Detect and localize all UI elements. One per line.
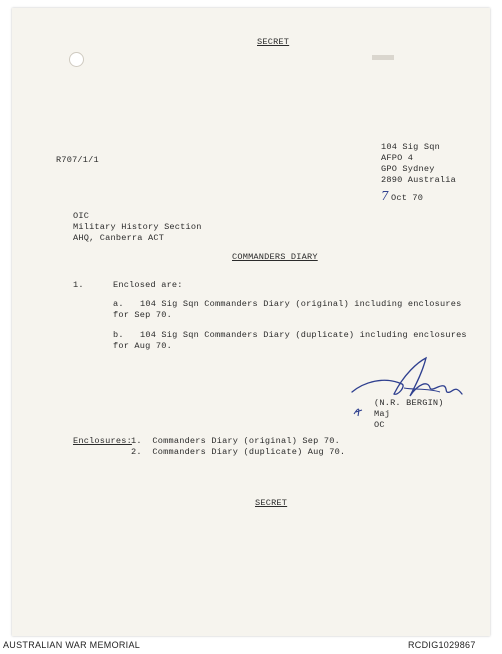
- item-line: 104 Sig Sqn Commanders Diary (original) including enclosures: [140, 299, 462, 309]
- item-line: 104 Sig Sqn Commanders Diary (duplicate) including enclosures: [140, 330, 467, 340]
- paragraph-text: Enclosed are:: [113, 280, 183, 290]
- item-letter: b.: [113, 330, 124, 340]
- enclosures-label: Enclosures:: [73, 436, 132, 446]
- enclosure-line: 1. Commanders Diary (original) Sep 70.: [131, 436, 340, 446]
- signatory-name: (N.R. BERGIN): [374, 398, 444, 408]
- document-page: [12, 8, 490, 636]
- footer-archive-name: AUSTRALIAN WAR MEMORIAL: [3, 640, 141, 650]
- signature: [344, 354, 472, 420]
- signatory-appointment: OC: [374, 420, 385, 430]
- classification-top: SECRET: [257, 37, 290, 47]
- sender-address-line: 104 Sig Sqn: [381, 142, 440, 152]
- recipient-line: AHQ, Canberra ACT: [73, 233, 165, 243]
- paragraph-number: 1.: [73, 280, 84, 290]
- sender-address-line: AFPO 4: [381, 153, 414, 163]
- sender-address-line: 2890 Australia: [381, 175, 456, 185]
- file-reference: R707/1/1: [56, 155, 99, 165]
- item-line: for Sep 70.: [113, 310, 172, 320]
- date-text: Oct 70: [391, 193, 424, 203]
- sender-address-line: GPO Sydney: [381, 164, 435, 174]
- enclosure-line: 2. Commanders Diary (duplicate) Aug 70.: [131, 447, 346, 457]
- item-line: for Aug 70.: [113, 341, 172, 351]
- subject-heading: COMMANDERS DIARY: [232, 252, 318, 262]
- recipient-line: OIC: [73, 211, 90, 221]
- signatory-rank: Maj: [374, 409, 391, 419]
- classification-bottom: SECRET: [255, 498, 288, 508]
- footer-record-id: RCDIG1029867: [408, 640, 476, 650]
- paper-mark: [372, 55, 394, 60]
- item-letter: a.: [113, 299, 124, 309]
- punch-hole: [69, 52, 84, 67]
- recipient-line: Military History Section: [73, 222, 202, 232]
- date-day-handwritten: 7: [381, 189, 389, 203]
